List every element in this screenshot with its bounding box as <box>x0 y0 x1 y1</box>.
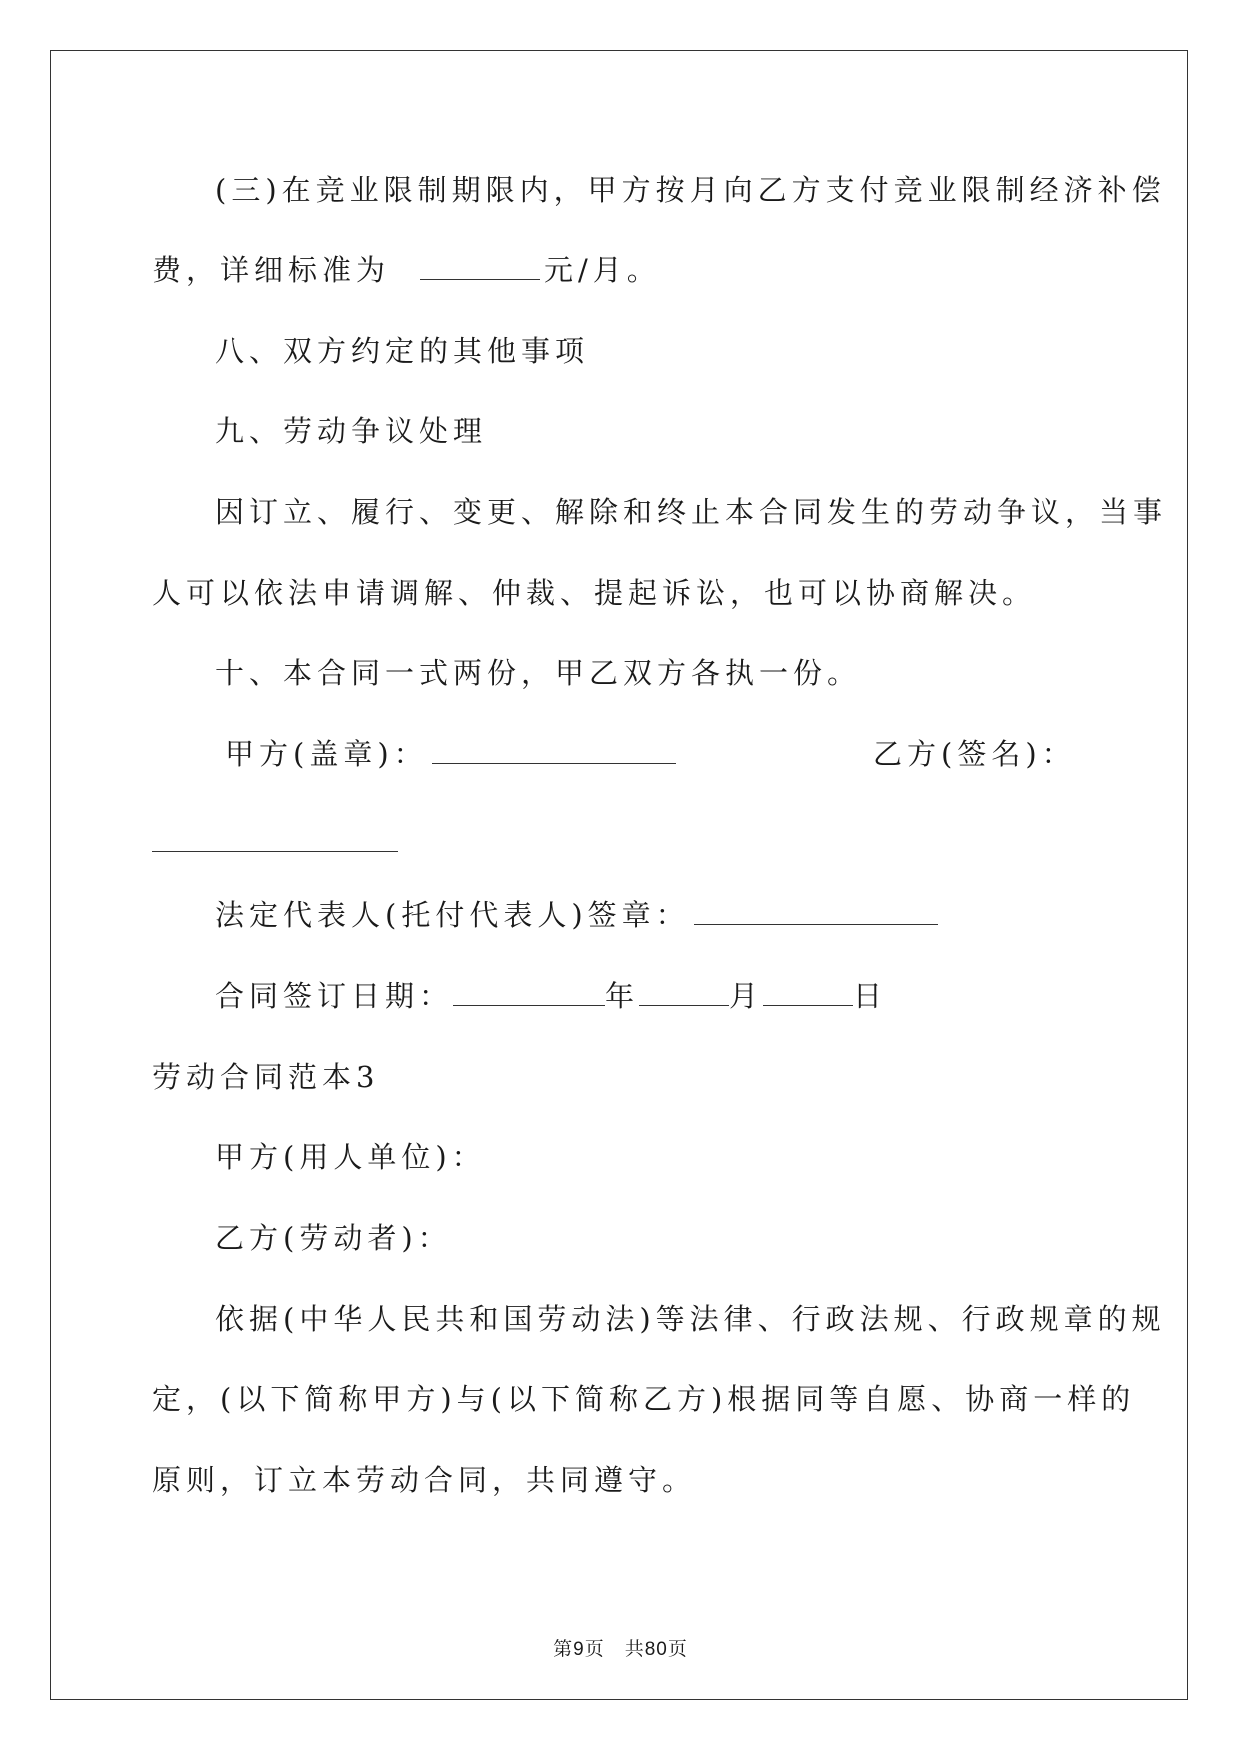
footer-prefix: 第 <box>553 1638 574 1660</box>
page-number-footer <box>0 1634 1241 1661</box>
preamble-line1: 依据(中华人民共和国劳动法)等法律、行政法规、行政规章的规 <box>215 1302 1166 1336</box>
party-a-signature-row <box>225 736 680 772</box>
party-a-seal-blank[interactable] <box>432 737 676 764</box>
signing-year-blank[interactable] <box>453 979 605 1006</box>
day-label: 日 <box>853 979 888 1013</box>
paragraph-non-compete-line2 <box>152 252 661 288</box>
footer-middle: 页 共 <box>584 1638 645 1660</box>
paragraph-non-compete-line1: (三)在竞业限制期限内，甲方按月向乙方支付竞业限制经济补偿 <box>215 173 1166 207</box>
signing-date-label: 合同签订日期： <box>215 979 454 1013</box>
party-b-signature-blank[interactable] <box>152 851 398 852</box>
current-page-number: 9 <box>573 1639 585 1660</box>
compensation-amount-blank[interactable] <box>420 253 540 280</box>
legal-representative-label: 法定代表人(托付代表人)签章： <box>215 898 690 932</box>
compensation-label: 费，详细标准为 <box>152 253 391 287</box>
legal-representative-blank[interactable] <box>694 898 938 925</box>
signing-date-row <box>215 978 887 1014</box>
clause-10-heading: 十、本合同一式两份，甲乙双方各执一份。 <box>215 656 862 690</box>
total-page-number: 80 <box>644 1639 668 1660</box>
employee-label: 乙方(劳动者)： <box>215 1221 452 1255</box>
year-label: 年 <box>605 979 640 1013</box>
signing-month-blank[interactable] <box>639 979 729 1006</box>
compensation-unit: 元/月。 <box>544 253 661 287</box>
preamble-line2: 定，(以下简称甲方)与(以下简称乙方)根据同等自愿、协商一样的 <box>152 1382 1136 1416</box>
page-border <box>50 50 1188 1700</box>
section-title: 劳动合同范本3 <box>152 1060 380 1094</box>
footer-suffix: 页 <box>667 1638 688 1660</box>
party-a-label: 甲方(盖章)： <box>225 737 428 771</box>
employer-label: 甲方(用人单位)： <box>215 1140 486 1174</box>
preamble-line3: 原则，订立本劳动合同，共同遵守。 <box>152 1463 697 1497</box>
legal-representative-row <box>215 897 942 933</box>
signing-day-blank[interactable] <box>763 979 853 1006</box>
clause-9-heading: 九、劳动争议处理 <box>215 414 488 448</box>
party-b-label: 乙方(签名)： <box>873 737 1076 771</box>
clause-8-heading: 八、双方约定的其他事项 <box>215 334 590 368</box>
dispute-paragraph-line2: 人可以依法申请调解、仲裁、提起诉讼，也可以协商解决。 <box>152 576 1037 610</box>
dispute-paragraph-line1: 因订立、履行、变更、解除和终止本合同发生的劳动争议，当事 <box>215 495 1168 529</box>
month-label: 月 <box>729 979 764 1013</box>
